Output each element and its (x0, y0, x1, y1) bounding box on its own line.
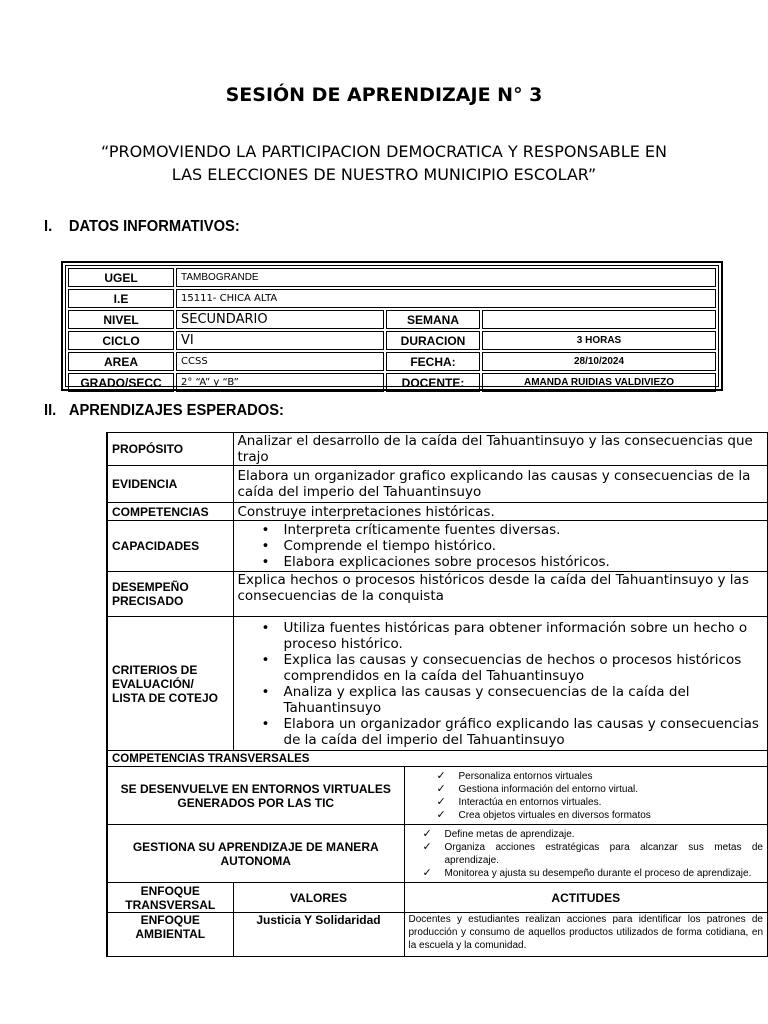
section-aprendizajes-esperados (44, 402, 284, 420)
list-item: ✓ Organiza acciones estratégicas para alcanzar sus metas de aprendizaje. (409, 841, 764, 867)
ugel-value: TAMBOGRANDE (176, 268, 716, 287)
capacidades-label: CAPACIDADES (107, 521, 233, 572)
ugel-label: UGEL (68, 268, 174, 287)
session-subtitle: “PROMOVIENDO LA PARTICIPACION DEMOCRATICA Y RESPONSABLE EN LAS ELECCIONES DE NUESTRO MUNICIPIO ESCOLAR” (101, 142, 667, 184)
table-row (68, 310, 716, 329)
valor-value: Justicia Y Solidaridad (233, 913, 404, 957)
aprendizajes-table (106, 432, 768, 957)
enfoque-value: ENFOQUE AMBIENTAL (107, 913, 233, 957)
table-row (107, 572, 768, 617)
desempeno-label: DESEMPEÑO PRECISADO (107, 572, 233, 617)
duracion-value: 3 HORAS (482, 331, 716, 350)
criterios-label: CRITERIOS DE EVALUACIÓN/ LISTA DE COTEJO (107, 617, 233, 751)
session-title: SESIÓN DE APRENDIZAJE N° 3 (225, 84, 543, 106)
datos-informativos-table (61, 261, 723, 391)
list-item: ✓ Crea objetos virtuales en diversos formatos (409, 809, 764, 822)
table-row (107, 617, 768, 751)
ie-label: I.E (68, 289, 174, 308)
table-row (107, 503, 768, 521)
section-number: II. (44, 402, 57, 419)
table-row (107, 767, 768, 825)
table-row (107, 433, 768, 466)
desempeno-value: Explica hechos o procesos históricos desde la caída del Tahuantinsuyo y las consecuencias de la conquista (233, 572, 768, 617)
nivel-label: NIVEL (68, 310, 174, 329)
enfoque-header: ENFOQUE TRANSVERSAL (107, 883, 233, 913)
grado-label: GRADO/SECC (68, 373, 174, 392)
gestiona-list (404, 825, 768, 883)
evidencia-label: EVIDENCIA (107, 466, 233, 503)
list-item: • Elabora explicaciones sobre procesos históricos. (284, 554, 764, 570)
list-item: • Explica las causas y consecuencias de hechos o procesos históricos comprendidos en la caída del Tahuantinsuyo (284, 652, 764, 684)
valores-header: VALORES (233, 883, 404, 913)
fecha-value: 28/10/2024 (482, 352, 716, 371)
semana-value (482, 310, 716, 329)
area-value: CCSS (176, 352, 384, 371)
actitud-value: Docentes y estudiantes realizan acciones para identificar los patrones de producción y consumo de aquellos productos utilizados de forma cotidiana, en la escuela y la comunidad. (404, 913, 768, 957)
list-item: ✓ Interactúa en entornos virtuales. (409, 796, 764, 809)
gestiona-label: GESTIONA SU APRENDIZAJE DE MANERA AUTONOMA (107, 825, 404, 883)
list-item: • Utiliza fuentes históricas para obtener información sobre un hecho o proceso histórico. (284, 620, 764, 652)
actitudes-header: ACTITUDES (404, 883, 768, 913)
table-row (107, 521, 768, 572)
tic-list (404, 767, 768, 825)
docente-value: AMANDA RUIDIAS VALDIVIEZO (482, 373, 716, 392)
duracion-label: DURACION (386, 331, 480, 350)
section-title: APRENDIZAJES ESPERADOS: (68, 402, 284, 419)
table-row (107, 751, 768, 767)
proposito-label: PROPÓSITO (107, 433, 233, 466)
area-label: AREA (68, 352, 174, 371)
table-row (107, 825, 768, 883)
semana-label: SEMANA (386, 310, 480, 329)
section-number: I. (44, 218, 53, 235)
evidencia-value: Elabora un organizador grafico explicando las causas y consecuencias de la caída del imperio del Tahuantinsuyo (233, 466, 768, 503)
table-row (68, 352, 716, 371)
table-row (68, 289, 716, 308)
table-row (68, 268, 716, 287)
table-row (107, 913, 768, 957)
section-datos-informativos (44, 218, 240, 236)
ciclo-label: CICLO (68, 331, 174, 350)
table-row (107, 466, 768, 503)
list-item: • Elabora un organizador gráfico explicando las causas y consecuencias de la caída del imperio del Tahuantinsuyo (284, 716, 764, 748)
criterios-value (233, 617, 768, 751)
competencias-transversales-label: COMPETENCIAS TRANSVERSALES (107, 751, 768, 767)
tic-label: SE DESENVUELVE EN ENTORNOS VIRTUALES GENERADOS POR LAS TIC (107, 767, 404, 825)
grado-value: 2° “A” y “B” (176, 373, 384, 392)
list-item: ✓ Gestiona información del entorno virtual. (409, 783, 764, 796)
list-item: ✓ Monitorea y ajusta su desempeño durante el proceso de aprendizaje. (409, 867, 764, 880)
list-item: ✓ Personaliza entornos virtuales (409, 770, 764, 783)
ie-value: 15111- CHICA ALTA (176, 289, 716, 308)
capacidades-value (233, 521, 768, 572)
table-row (68, 331, 716, 350)
ciclo-value: VI (176, 331, 384, 350)
docente-label: DOCENTE: (386, 373, 480, 392)
list-item: • Interpreta críticamente fuentes diversas. (284, 522, 764, 538)
list-item: ✓ Define metas de aprendizaje. (409, 828, 764, 841)
proposito-value: Analizar el desarrollo de la caída del Tahuantinsuyo y las consecuencias que trajo (233, 433, 768, 466)
table-row (68, 373, 716, 392)
competencias-label: COMPETENCIAS (107, 503, 233, 521)
section-title: DATOS INFORMATIVOS: (68, 218, 240, 235)
nivel-value: SECUNDARIO (176, 310, 384, 329)
list-item: • Analiza y explica las causas y consecuencias de la caída del Tahuantinsuyo (284, 684, 764, 716)
table-row (107, 883, 768, 913)
fecha-label: FECHA: (386, 352, 480, 371)
competencias-value: Construye interpretaciones históricas. (233, 503, 768, 521)
list-item: • Comprende el tiempo histórico. (284, 538, 764, 554)
